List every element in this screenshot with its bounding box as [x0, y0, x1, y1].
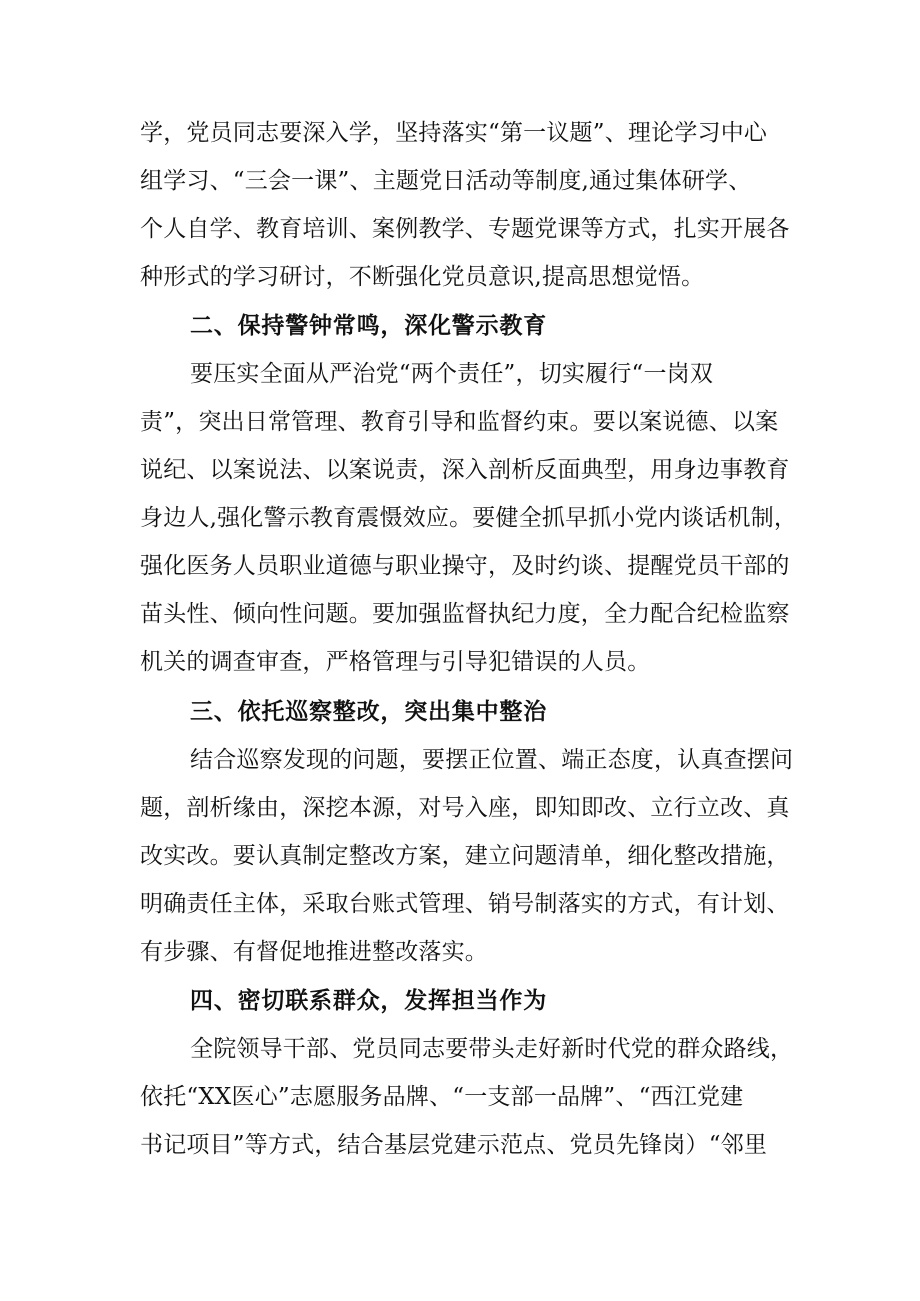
body-line: 种形式的学习研讨，不断强化党员意识,提高思想觉悟。: [140, 264, 705, 290]
body-line: 责”，突出日常管理、教育引导和监督约束。要以案说德、以案: [140, 409, 779, 435]
body-line: 学，党员同志要深入学，坚持落实“第一议题”、理论学习中心: [140, 120, 768, 146]
body-line: 身边人,强化警示教育震慑效应。要健全抓早抓小党内谈话机制，: [140, 505, 798, 531]
body-line: 结合巡察发现的问题，要摆正位置、端正态度，认真查摆问: [190, 747, 794, 773]
body-line: 机关的调查审查，严格管理与引导犯错误的人员。: [140, 649, 651, 675]
section-heading-3: 三、依托巡察整改，突出集中整治: [190, 698, 547, 725]
body-line: 说纪、以案说法、以案说责，深入剖析反面典型，用身边事教育: [140, 457, 790, 483]
body-line: 明确责任主体，采取台账式管理、销号制落实的方式，有计划、: [140, 891, 790, 917]
section-heading-4: 四、密切联系群众，发挥担当作为: [190, 987, 547, 1014]
body-line: 强化医务人员职业道德与职业操守，及时约谈、提醒党员干部的: [140, 553, 790, 579]
body-line: 题，剖析缘由，深挖本源，对号入座，即知即改、立行立改、真: [140, 795, 790, 821]
body-line: 组学习、“三会一课”、主题党日活动等制度,通过集体研学、: [140, 168, 752, 194]
section-heading-2: 二、保持警钟常鸣，深化警示教育: [190, 312, 547, 339]
body-line: 改实改。要认真制定整改方案，建立问题清单，细化整改措施，: [140, 843, 790, 869]
body-line: 依托“XX医心”志愿服务品牌、“一支部一品牌”、“西江党建: [140, 1084, 744, 1110]
body-line: 苗头性、倾向性问题。要加强监督执纪力度，全力配合纪检监察: [140, 601, 790, 627]
body-line: 要压实全面从严治党“两个责任”，切实履行“一岗双: [190, 361, 714, 387]
body-line: 有步骤、有督促地推进整改落实。: [140, 939, 488, 965]
body-line: 全院领导干部、党员同志要带头走好新时代党的群众路线，: [190, 1036, 794, 1062]
body-line: 个人自学、教育培训、案例教学、专题党课等方式，扎实开展各: [140, 216, 790, 242]
body-line: 书记项目”等方式，结合基层党建示范点、党员先锋岗）“邻里: [140, 1132, 768, 1158]
